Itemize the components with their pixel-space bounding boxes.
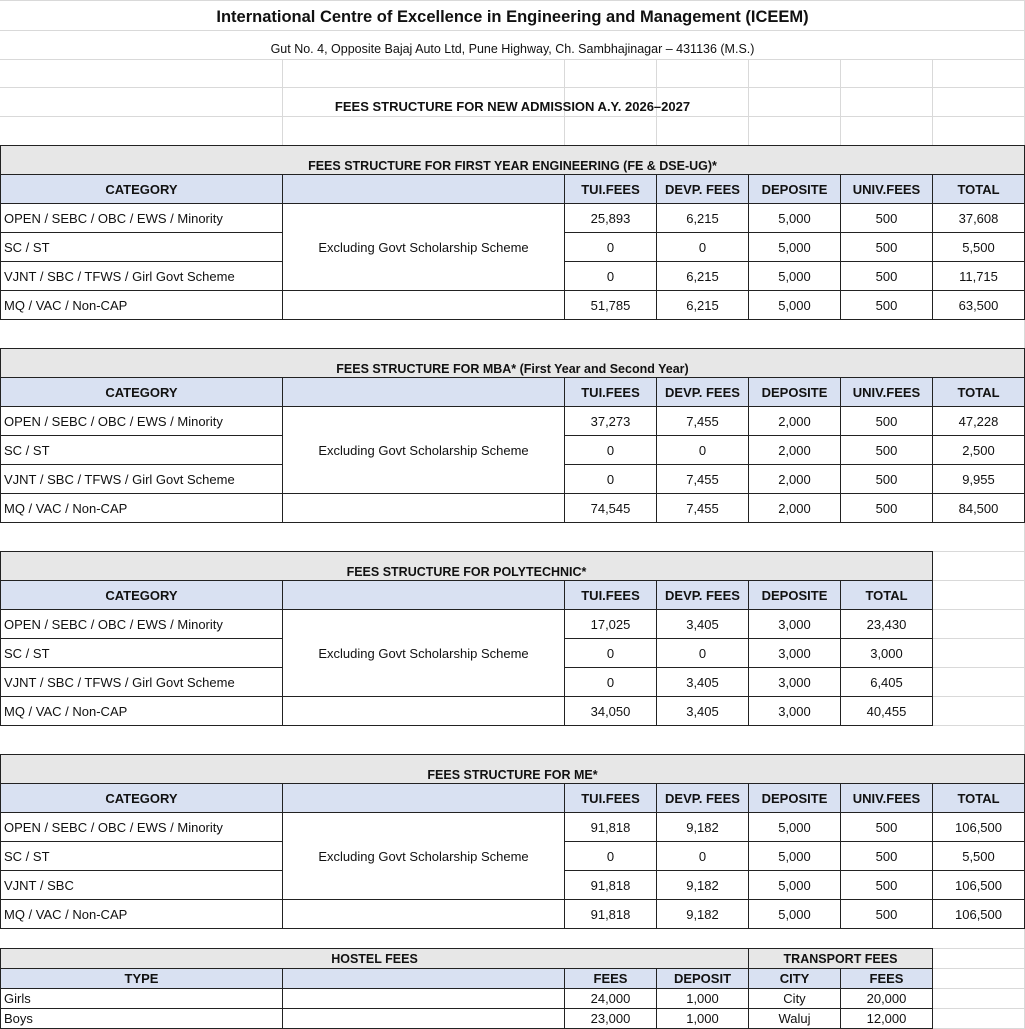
transport-fees-cell: 20,000 (840, 988, 933, 1009)
poly-section-title: FEES STRUCTURE FOR POLYTECHNIC* (0, 551, 933, 580)
admission-title: FEES STRUCTURE FOR NEW ADMISSION A.Y. 2026–2027 (334, 98, 691, 114)
transport-section-title: TRANSPORT FEES (748, 948, 933, 969)
mba-value-cell: 9,955 (932, 464, 1025, 494)
fe-column-header: TOTAL (932, 174, 1025, 204)
fe-column-header: DEPOSITE (748, 174, 841, 204)
fe-value-cell: 0 (564, 232, 657, 262)
fe-value-cell: 5,500 (932, 232, 1025, 262)
fe-column-header: CATEGORY (0, 174, 283, 204)
mba-value-cell: 74,545 (564, 493, 657, 523)
fe-value-cell: 63,500 (932, 290, 1025, 320)
hostel-type-cell: Girls (0, 988, 283, 1009)
mba-value-cell: 500 (840, 435, 933, 465)
mba-value-cell: 47,228 (932, 406, 1025, 436)
mba-column-header: TOTAL (932, 377, 1025, 407)
me-value-cell: 9,182 (656, 812, 749, 842)
mba-value-cell: 7,455 (656, 493, 749, 523)
poly-value-cell: 17,025 (564, 609, 657, 639)
fe-value-cell: 0 (564, 261, 657, 291)
fe-value-cell: 25,893 (564, 203, 657, 233)
institute-title: International Centre of Excellence in Engineering and Management (ICEEM) (216, 7, 809, 26)
transport-city-cell: City (748, 988, 841, 1009)
fe-value-cell: 500 (840, 290, 933, 320)
mba-value-cell: 2,000 (748, 435, 841, 465)
poly-value-cell: 40,455 (840, 696, 933, 726)
fe-value-cell: 5,000 (748, 232, 841, 262)
me-column-header (282, 783, 565, 813)
mba-category-cell: OPEN / SEBC / OBC / EWS / Minority (0, 406, 283, 436)
me-value-cell: 0 (656, 841, 749, 871)
mba-value-cell: 2,500 (932, 435, 1025, 465)
fe-blank-cell (282, 290, 565, 320)
mba-value-cell: 2,000 (748, 406, 841, 436)
mba-value-cell: 500 (840, 406, 933, 436)
gridline (0, 0, 1025, 1)
fe-value-cell: 51,785 (564, 290, 657, 320)
me-category-cell: OPEN / SEBC / OBC / EWS / Minority (0, 812, 283, 842)
mba-value-cell: 0 (564, 464, 657, 494)
poly-value-cell: 3,405 (656, 609, 749, 639)
mba-value-cell: 500 (840, 464, 933, 494)
me-value-cell: 500 (840, 812, 933, 842)
fe-column-header: DEVP. FEES (656, 174, 749, 204)
poly-value-cell: 23,430 (840, 609, 933, 639)
mba-value-cell: 2,000 (748, 464, 841, 494)
hostel-fees-cell: 23,000 (564, 1008, 657, 1029)
mba-column-header (282, 377, 565, 407)
me-value-cell: 91,818 (564, 870, 657, 900)
me-value-cell: 91,818 (564, 812, 657, 842)
fe-value-cell: 500 (840, 203, 933, 233)
me-column-header: DEPOSITE (748, 783, 841, 813)
transport-city-cell: Waluj (748, 1008, 841, 1029)
me-value-cell: 500 (840, 899, 933, 929)
poly-blank-cell (282, 696, 565, 726)
fe-category-cell: MQ / VAC / Non-CAP (0, 290, 283, 320)
mba-column-header: CATEGORY (0, 377, 283, 407)
me-column-header: DEVP. FEES (656, 783, 749, 813)
mba-value-cell: 37,273 (564, 406, 657, 436)
fe-value-cell: 6,215 (656, 203, 749, 233)
fe-value-cell: 37,608 (932, 203, 1025, 233)
fe-column-header (282, 174, 565, 204)
me-column-header: UNIV.FEES (840, 783, 933, 813)
me-scholarship-note: Excluding Govt Scholarship Scheme (282, 812, 565, 900)
poly-column-header: CATEGORY (0, 580, 283, 610)
fe-category-cell: SC / ST (0, 232, 283, 262)
me-value-cell: 91,818 (564, 899, 657, 929)
fe-value-cell: 6,215 (656, 290, 749, 320)
mba-value-cell: 7,455 (656, 406, 749, 436)
me-value-cell: 500 (840, 870, 933, 900)
institute-address: Gut No. 4, Opposite Bajaj Auto Ltd, Pune Highway, Ch. Sambhajinagar – 431136 (M.S.) (270, 42, 755, 56)
poly-value-cell: 0 (656, 638, 749, 668)
poly-column-header: TOTAL (840, 580, 933, 610)
hostel-section-title: HOSTEL FEES (0, 948, 749, 969)
me-value-cell: 9,182 (656, 899, 749, 929)
me-value-cell: 106,500 (932, 812, 1025, 842)
fe-category-cell: VJNT / SBC / TFWS / Girl Govt Scheme (0, 261, 283, 291)
mba-category-cell: SC / ST (0, 435, 283, 465)
mba-value-cell: 500 (840, 493, 933, 523)
hostel-column-header (282, 968, 565, 989)
poly-value-cell: 3,000 (748, 667, 841, 697)
fe-scholarship-note: Excluding Govt Scholarship Scheme (282, 203, 565, 291)
poly-value-cell: 0 (564, 638, 657, 668)
poly-category-cell: VJNT / SBC / TFWS / Girl Govt Scheme (0, 667, 283, 697)
fe-value-cell: 500 (840, 261, 933, 291)
poly-value-cell: 3,405 (656, 667, 749, 697)
mba-blank-cell (282, 493, 565, 523)
fe-section-title: FEES STRUCTURE FOR FIRST YEAR ENGINEERING (FE & DSE-UG)* (0, 145, 1025, 174)
mba-column-header: UNIV.FEES (840, 377, 933, 407)
hostel-blank-cell (282, 1008, 565, 1029)
poly-category-cell: OPEN / SEBC / OBC / EWS / Minority (0, 609, 283, 639)
me-value-cell: 0 (564, 841, 657, 871)
me-value-cell: 106,500 (932, 870, 1025, 900)
poly-column-header: TUI.FEES (564, 580, 657, 610)
mba-column-header: TUI.FEES (564, 377, 657, 407)
poly-category-cell: SC / ST (0, 638, 283, 668)
fe-column-header: TUI.FEES (564, 174, 657, 204)
hostel-column-header: TYPE (0, 968, 283, 989)
fe-value-cell: 500 (840, 232, 933, 262)
hostel-type-cell: Boys (0, 1008, 283, 1029)
hostel-deposit-cell: 1,000 (656, 988, 749, 1009)
me-value-cell: 5,500 (932, 841, 1025, 871)
me-category-cell: MQ / VAC / Non-CAP (0, 899, 283, 929)
fe-column-header: UNIV.FEES (840, 174, 933, 204)
me-value-cell: 500 (840, 841, 933, 871)
me-blank-cell (282, 899, 565, 929)
me-column-header: TOTAL (932, 783, 1025, 813)
mba-category-cell: VJNT / SBC / TFWS / Girl Govt Scheme (0, 464, 283, 494)
hostel-column-header: DEPOSIT (656, 968, 749, 989)
hostel-blank-cell (282, 988, 565, 1009)
poly-value-cell: 3,000 (748, 609, 841, 639)
poly-value-cell: 3,000 (748, 638, 841, 668)
poly-value-cell: 34,050 (564, 696, 657, 726)
transport-fees-cell: 12,000 (840, 1008, 933, 1029)
me-category-cell: SC / ST (0, 841, 283, 871)
me-value-cell: 106,500 (932, 899, 1025, 929)
poly-value-cell: 3,000 (840, 638, 933, 668)
fe-value-cell: 11,715 (932, 261, 1025, 291)
poly-column-header: DEVP. FEES (656, 580, 749, 610)
mba-category-cell: MQ / VAC / Non-CAP (0, 493, 283, 523)
poly-category-cell: MQ / VAC / Non-CAP (0, 696, 283, 726)
poly-column-header (282, 580, 565, 610)
gridline (0, 30, 1025, 31)
me-section-title: FEES STRUCTURE FOR ME* (0, 754, 1025, 783)
poly-value-cell: 0 (564, 667, 657, 697)
transport-column-header: FEES (840, 968, 933, 989)
mba-section-title: FEES STRUCTURE FOR MBA* (First Year and Second Year) (0, 348, 1025, 377)
me-category-cell: VJNT / SBC (0, 870, 283, 900)
me-value-cell: 5,000 (748, 899, 841, 929)
me-value-cell: 9,182 (656, 870, 749, 900)
me-value-cell: 5,000 (748, 841, 841, 871)
poly-value-cell: 3,000 (748, 696, 841, 726)
fe-value-cell: 5,000 (748, 261, 841, 291)
me-column-header: CATEGORY (0, 783, 283, 813)
mba-value-cell: 7,455 (656, 464, 749, 494)
transport-column-header: CITY (748, 968, 841, 989)
me-value-cell: 5,000 (748, 870, 841, 900)
hostel-deposit-cell: 1,000 (656, 1008, 749, 1029)
hostel-column-header: FEES (564, 968, 657, 989)
mba-value-cell: 84,500 (932, 493, 1025, 523)
poly-scholarship-note: Excluding Govt Scholarship Scheme (282, 609, 565, 697)
hostel-fees-cell: 24,000 (564, 988, 657, 1009)
mba-value-cell: 0 (564, 435, 657, 465)
poly-value-cell: 6,405 (840, 667, 933, 697)
fe-value-cell: 0 (656, 232, 749, 262)
mba-column-header: DEPOSITE (748, 377, 841, 407)
fe-value-cell: 5,000 (748, 290, 841, 320)
mba-value-cell: 0 (656, 435, 749, 465)
me-column-header: TUI.FEES (564, 783, 657, 813)
fe-category-cell: OPEN / SEBC / OBC / EWS / Minority (0, 203, 283, 233)
fe-value-cell: 5,000 (748, 203, 841, 233)
mba-column-header: DEVP. FEES (656, 377, 749, 407)
fe-value-cell: 6,215 (656, 261, 749, 291)
poly-column-header: DEPOSITE (748, 580, 841, 610)
poly-value-cell: 3,405 (656, 696, 749, 726)
mba-scholarship-note: Excluding Govt Scholarship Scheme (282, 406, 565, 494)
gridline (0, 87, 1025, 88)
mba-value-cell: 2,000 (748, 493, 841, 523)
me-value-cell: 5,000 (748, 812, 841, 842)
